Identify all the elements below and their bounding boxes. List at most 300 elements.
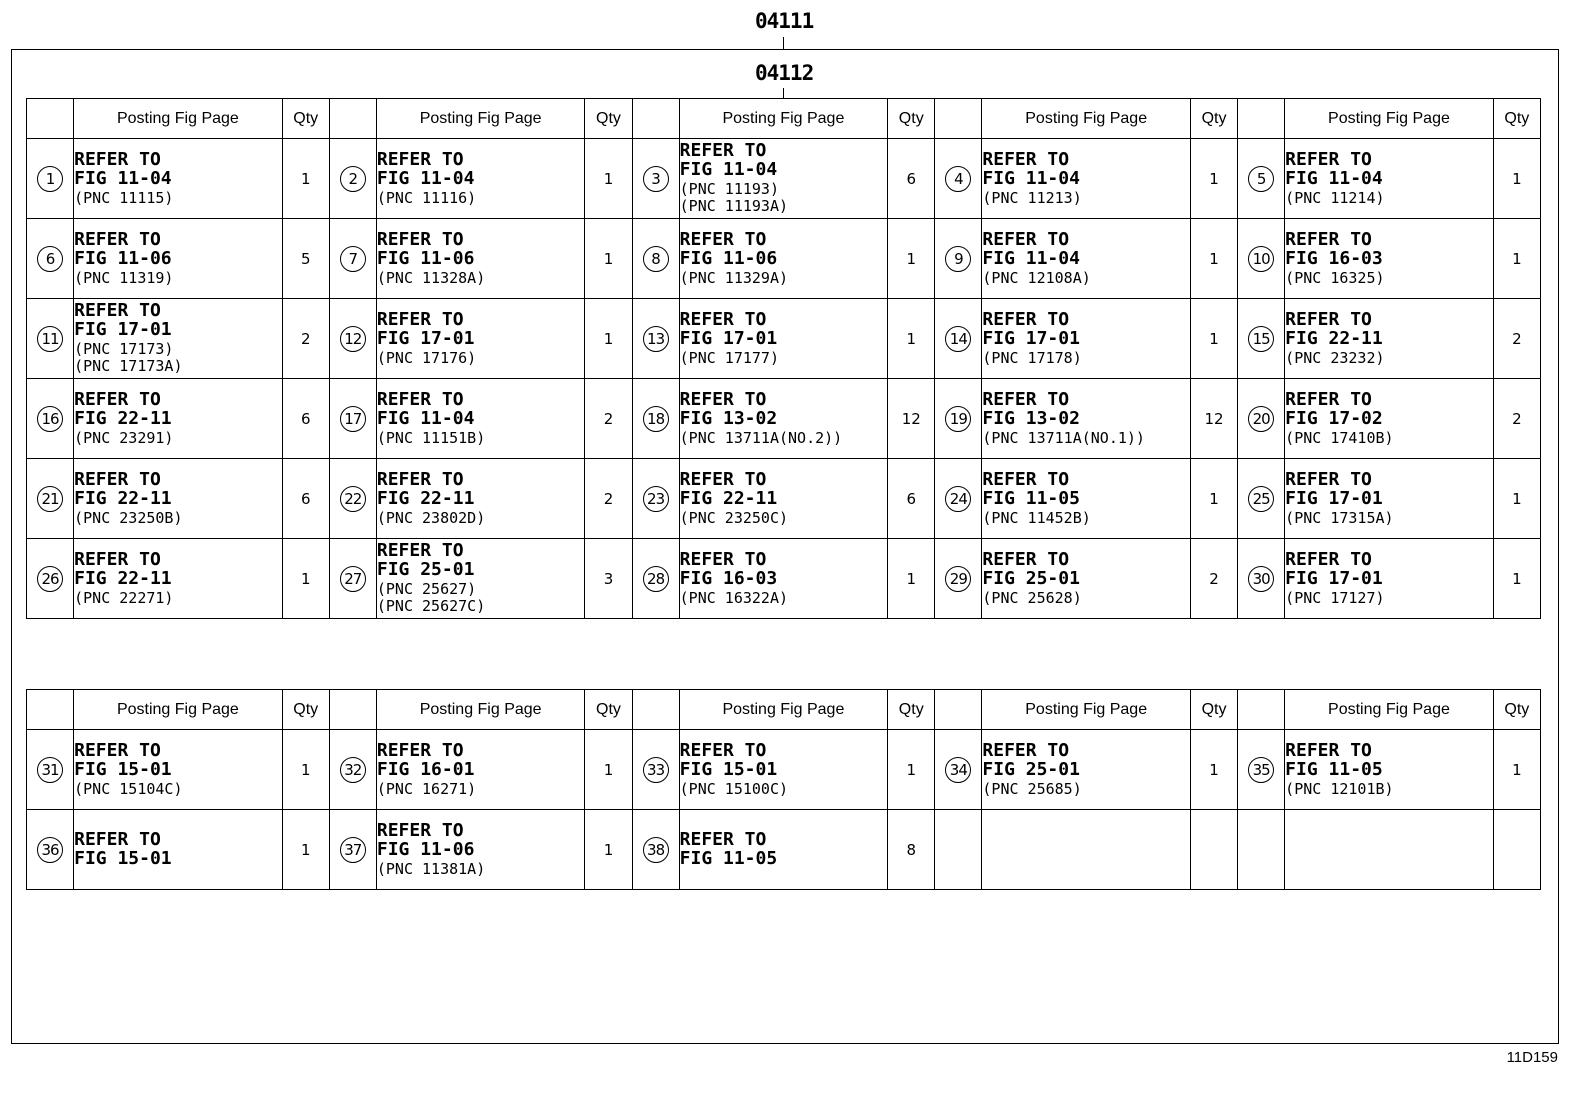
item-number-badge: 10 <box>1248 246 1274 272</box>
header-qty: Qty <box>585 99 632 139</box>
item-qty-cell: 1 <box>1190 299 1237 379</box>
parts-row <box>27 139 1541 219</box>
item-number-cell <box>632 459 679 539</box>
item-number-cell <box>27 139 74 219</box>
header-index-cell <box>27 99 74 139</box>
item-number-badge: 22 <box>340 486 366 512</box>
fig-reference-link[interactable]: FIG 17-01 <box>376 327 475 349</box>
fig-reference-link[interactable]: FIG 22-11 <box>74 567 172 589</box>
item-number-cell <box>935 219 982 299</box>
item-number-cell <box>329 810 376 890</box>
item-qty-cell: 1 <box>1493 539 1540 619</box>
item-reference-cell <box>982 139 1191 219</box>
item-number-badge: 21 <box>37 486 63 512</box>
item-qty-cell: 1 <box>1190 459 1237 539</box>
item-qty-cell: 6 <box>282 459 329 539</box>
item-number-cell <box>1238 299 1285 379</box>
item-qty-cell: 1 <box>282 539 329 619</box>
pnc-code: (PNC 12101B) <box>1285 779 1394 798</box>
refer-to-text: REFER TO <box>679 739 767 761</box>
fig-reference-link[interactable]: FIG 11-04 <box>74 167 172 189</box>
item-number-badge: 14 <box>945 326 971 352</box>
item-number-badge: 33 <box>643 757 669 783</box>
item-qty-cell: 1 <box>1493 459 1540 539</box>
header-index-cell <box>1238 690 1285 730</box>
top-leader-line <box>783 37 784 49</box>
header-qty: Qty <box>1493 690 1540 730</box>
pnc-code: (PNC 17178) <box>982 348 1082 367</box>
item-reference-cell <box>679 299 888 379</box>
fig-reference-link[interactable]: FIG 11-06 <box>376 838 475 860</box>
item-reference-cell <box>1285 730 1494 810</box>
item-qty-cell: 1 <box>1493 219 1540 299</box>
refer-to-text: REFER TO <box>376 228 464 250</box>
refer-to-text: REFER TO <box>376 539 464 561</box>
pnc-code: (PNC 23250B) <box>74 508 183 527</box>
fig-reference-link[interactable]: FIG 17-01 <box>679 327 778 349</box>
item-number-badge: 1 <box>37 166 63 192</box>
fig-reference-link[interactable]: FIG 13-02 <box>982 407 1080 429</box>
item-number-cell <box>632 379 679 459</box>
item-reference-cell <box>74 810 283 890</box>
fig-reference-link[interactable]: FIG 11-06 <box>74 247 172 269</box>
item-qty-cell: 2 <box>585 379 632 459</box>
fig-reference-link[interactable]: FIG 25-01 <box>376 558 475 580</box>
refer-to-text: REFER TO <box>1285 228 1372 250</box>
fig-reference-link[interactable]: FIG 11-05 <box>982 487 1080 509</box>
item-reference-cell <box>982 459 1191 539</box>
fig-reference-link[interactable]: FIG 11-06 <box>376 247 475 269</box>
fig-reference-link[interactable]: FIG 11-04 <box>376 167 475 189</box>
item-reference-cell <box>1285 379 1494 459</box>
fig-reference-link[interactable]: FIG 11-06 <box>679 247 778 269</box>
item-number-badge: 11 <box>37 326 63 352</box>
header-index-cell <box>632 99 679 139</box>
pnc-code: (PNC 17177) <box>679 348 779 367</box>
item-reference-cell <box>679 219 888 299</box>
item-number-cell <box>935 539 982 619</box>
item-reference-cell <box>1285 219 1494 299</box>
refer-to-text: REFER TO <box>74 228 161 250</box>
pnc-code: (PNC 11329A) <box>679 268 789 287</box>
header-index-cell <box>935 690 982 730</box>
pnc-code: (PNC 23232) <box>1285 348 1385 367</box>
item-number-badge: 31 <box>37 757 63 783</box>
pnc-code: (PNC 11328A) <box>376 268 486 287</box>
item-qty-cell: 1 <box>888 299 935 379</box>
empty-cell <box>1285 810 1494 890</box>
refer-to-text: REFER TO <box>1285 388 1372 410</box>
header-posting-fig-page: Posting Fig Page <box>74 690 283 730</box>
item-number-badge: 13 <box>643 326 669 352</box>
parts-table-2 <box>26 689 1541 890</box>
item-reference-cell <box>1285 539 1494 619</box>
item-number-cell <box>329 459 376 539</box>
fig-reference-link[interactable]: FIG 15-01 <box>74 847 172 869</box>
item-qty-cell: 1 <box>585 810 632 890</box>
parts-row <box>27 810 1541 890</box>
item-reference-cell <box>982 379 1191 459</box>
empty-cell <box>935 810 982 890</box>
refer-to-text: REFER TO <box>982 548 1070 570</box>
fig-reference-link[interactable]: FIG 17-02 <box>1285 407 1383 429</box>
refer-to-text: REFER TO <box>679 308 767 330</box>
item-number-cell <box>329 730 376 810</box>
pnc-code: (PNC 11214) <box>1285 188 1385 207</box>
item-qty-cell: 1 <box>1493 730 1540 810</box>
fig-reference-link[interactable]: FIG 15-01 <box>74 758 172 780</box>
pnc-code: (PNC 13711A(NO.1)) <box>982 428 1145 447</box>
fig-reference-link[interactable]: FIG 22-11 <box>74 407 172 429</box>
fig-reference-link[interactable]: FIG 11-04 <box>1285 167 1383 189</box>
header-index-cell <box>935 99 982 139</box>
header-posting-fig-page: Posting Fig Page <box>982 690 1191 730</box>
item-reference-cell <box>74 539 283 619</box>
item-reference-cell <box>376 730 585 810</box>
fig-reference-link[interactable]: FIG 17-01 <box>1285 487 1383 509</box>
item-number-badge: 4 <box>945 166 971 192</box>
header-posting-fig-page: Posting Fig Page <box>982 99 1191 139</box>
fig-reference-link[interactable]: FIG 25-01 <box>982 567 1080 589</box>
pnc-code: (PNC 11116) <box>376 188 477 207</box>
item-qty-cell: 2 <box>282 299 329 379</box>
item-number-badge: 32 <box>340 757 366 783</box>
refer-to-text: REFER TO <box>1285 308 1372 330</box>
fig-reference-link[interactable]: FIG 11-04 <box>679 158 778 180</box>
item-qty-cell: 2 <box>1493 379 1540 459</box>
item-reference-cell <box>679 730 888 810</box>
item-number-badge: 18 <box>643 406 669 432</box>
refer-to-text: REFER TO <box>376 739 464 761</box>
item-number-cell <box>27 219 74 299</box>
refer-to-text: REFER TO <box>376 468 464 490</box>
item-number-badge: 16 <box>37 406 63 432</box>
item-reference-cell <box>74 299 283 379</box>
refer-to-text: REFER TO <box>74 388 161 410</box>
item-reference-cell <box>982 539 1191 619</box>
item-qty-cell: 2 <box>585 459 632 539</box>
parts-table-1 <box>26 98 1541 619</box>
fig-reference-link[interactable]: FIG 15-01 <box>679 758 778 780</box>
item-number-badge: 30 <box>1248 566 1274 592</box>
empty-cell <box>1190 810 1237 890</box>
item-reference-cell <box>74 219 283 299</box>
fig-reference-link[interactable]: FIG 11-04 <box>982 167 1080 189</box>
pnc-code: (PNC 11213) <box>982 188 1082 207</box>
item-reference-cell <box>376 539 585 619</box>
item-number-badge: 15 <box>1248 326 1274 352</box>
pnc-code: (PNC 17410B) <box>1285 428 1394 447</box>
item-number-badge: 8 <box>643 246 669 272</box>
refer-to-text: REFER TO <box>982 739 1070 761</box>
item-qty-cell: 6 <box>888 459 935 539</box>
item-qty-cell: 1 <box>888 539 935 619</box>
item-qty-cell: 2 <box>1493 299 1540 379</box>
item-number-cell <box>935 299 982 379</box>
item-qty-cell: 1 <box>585 730 632 810</box>
item-qty-cell: 1 <box>585 219 632 299</box>
fig-reference-link[interactable]: FIG 11-05 <box>1285 758 1383 780</box>
refer-to-text: REFER TO <box>376 308 464 330</box>
refer-to-text: REFER TO <box>74 548 161 570</box>
refer-to-text: REFER TO <box>679 468 767 490</box>
refer-to-text: REFER TO <box>1285 548 1372 570</box>
item-reference-cell <box>1285 139 1494 219</box>
item-reference-cell <box>74 730 283 810</box>
pnc-code: (PNC 25627) <box>376 579 477 598</box>
refer-to-text: REFER TO <box>679 228 767 250</box>
item-number-cell <box>1238 139 1285 219</box>
header-qty: Qty <box>888 99 935 139</box>
sub-assembly-code: 04112 <box>755 61 814 85</box>
pnc-code: (PNC 25627C) <box>376 597 486 616</box>
refer-to-text: REFER TO <box>1285 148 1372 170</box>
header-qty: Qty <box>585 690 632 730</box>
item-number-badge: 25 <box>1248 486 1274 512</box>
header-row <box>27 690 1541 730</box>
pnc-code: (PNC 15100C) <box>679 779 789 798</box>
item-number-cell <box>935 139 982 219</box>
pnc-code: (PNC 17315A) <box>1285 508 1394 527</box>
item-number-cell <box>935 459 982 539</box>
item-number-cell <box>27 299 74 379</box>
item-number-badge: 28 <box>643 566 669 592</box>
item-reference-cell <box>982 299 1191 379</box>
pnc-code: (PNC 17127) <box>1285 588 1385 607</box>
fig-reference-link[interactable]: FIG 16-01 <box>376 758 475 780</box>
top-assembly-code: 04111 <box>755 9 814 33</box>
item-number-badge: 5 <box>1248 166 1274 192</box>
pnc-code: (PNC 11193A) <box>679 197 789 216</box>
header-posting-fig-page: Posting Fig Page <box>376 690 585 730</box>
item-reference-cell <box>679 379 888 459</box>
refer-to-text: REFER TO <box>982 228 1070 250</box>
item-qty-cell: 1 <box>282 810 329 890</box>
parts-row <box>27 459 1541 539</box>
item-number-cell <box>329 379 376 459</box>
item-reference-cell <box>1285 299 1494 379</box>
fig-reference-link[interactable]: FIG 22-11 <box>1285 327 1383 349</box>
item-reference-cell <box>679 139 888 219</box>
refer-to-text: REFER TO <box>1285 468 1372 490</box>
item-number-cell <box>1238 459 1285 539</box>
item-reference-cell <box>376 810 585 890</box>
item-number-badge: 23 <box>643 486 669 512</box>
illustration-reference-code: 11D159 <box>1506 1049 1558 1066</box>
fig-reference-link[interactable]: FIG 11-05 <box>679 847 778 869</box>
item-number-badge: 12 <box>340 326 366 352</box>
item-number-badge: 38 <box>643 837 669 863</box>
refer-to-text: REFER TO <box>74 739 161 761</box>
fig-reference-link[interactable]: FIG 17-01 <box>982 327 1080 349</box>
item-number-cell <box>1238 730 1285 810</box>
pnc-code: (PNC 11452B) <box>982 508 1091 527</box>
parts-row <box>27 219 1541 299</box>
refer-to-text: REFER TO <box>982 468 1070 490</box>
header-index-cell <box>632 690 679 730</box>
item-number-badge: 17 <box>340 406 366 432</box>
parts-row <box>27 379 1541 459</box>
pnc-code: (PNC 11151B) <box>376 428 486 447</box>
item-qty-cell: 1 <box>888 219 935 299</box>
parts-row <box>27 539 1541 619</box>
refer-to-text: REFER TO <box>679 828 767 850</box>
item-number-cell <box>632 219 679 299</box>
header-posting-fig-page: Posting Fig Page <box>679 690 888 730</box>
fig-reference-link[interactable]: FIG 17-01 <box>1285 567 1383 589</box>
refer-to-text: REFER TO <box>74 299 161 321</box>
item-qty-cell: 1 <box>585 139 632 219</box>
fig-reference-link[interactable]: FIG 22-11 <box>74 487 172 509</box>
empty-cell <box>982 810 1191 890</box>
refer-to-text: REFER TO <box>982 388 1070 410</box>
fig-reference-link[interactable]: FIG 22-11 <box>376 487 475 509</box>
pnc-code: (PNC 17173) <box>74 339 174 358</box>
parts-row <box>27 299 1541 379</box>
item-qty-cell: 5 <box>282 219 329 299</box>
fig-reference-link[interactable]: FIG 13-02 <box>679 407 778 429</box>
item-reference-cell <box>74 139 283 219</box>
pnc-code: (PNC 11193) <box>679 179 779 198</box>
refer-to-text: REFER TO <box>1285 739 1372 761</box>
pnc-code: (PNC 22271) <box>74 588 174 607</box>
item-reference-cell <box>1285 459 1494 539</box>
item-number-badge: 6 <box>37 246 63 272</box>
header-posting-fig-page: Posting Fig Page <box>1285 99 1494 139</box>
item-number-cell <box>632 299 679 379</box>
item-number-badge: 19 <box>945 406 971 432</box>
item-number-cell <box>632 539 679 619</box>
item-number-badge: 9 <box>945 246 971 272</box>
empty-cell <box>1238 810 1285 890</box>
item-reference-cell <box>376 299 585 379</box>
header-qty: Qty <box>1190 99 1237 139</box>
item-number-cell <box>632 730 679 810</box>
header-row <box>27 99 1541 139</box>
item-qty-cell: 1 <box>1190 730 1237 810</box>
item-number-badge: 34 <box>945 757 971 783</box>
header-qty: Qty <box>282 690 329 730</box>
pnc-code: (PNC 23250C) <box>679 508 789 527</box>
item-reference-cell <box>74 459 283 539</box>
fig-reference-link[interactable]: FIG 25-01 <box>982 758 1080 780</box>
item-number-badge: 29 <box>945 566 971 592</box>
fig-reference-link[interactable]: FIG 16-03 <box>1285 247 1383 269</box>
item-qty-cell: 8 <box>888 810 935 890</box>
header-posting-fig-page: Posting Fig Page <box>376 99 585 139</box>
pnc-code: (PNC 23291) <box>74 428 174 447</box>
item-reference-cell <box>376 219 585 299</box>
header-index-cell <box>329 690 376 730</box>
fig-reference-link[interactable]: FIG 16-03 <box>679 567 778 589</box>
refer-to-text: REFER TO <box>376 388 464 410</box>
header-posting-fig-page: Posting Fig Page <box>1285 690 1494 730</box>
item-number-cell <box>329 299 376 379</box>
item-number-badge: 27 <box>340 566 366 592</box>
fig-reference-link[interactable]: FIG 11-04 <box>376 407 475 429</box>
item-qty-cell: 3 <box>585 539 632 619</box>
item-qty-cell: 1 <box>282 730 329 810</box>
item-number-badge: 24 <box>945 486 971 512</box>
pnc-code: (PNC 16271) <box>376 779 477 798</box>
item-number-cell <box>329 219 376 299</box>
pnc-code: (PNC 11115) <box>74 188 174 207</box>
item-number-badge: 7 <box>340 246 366 272</box>
item-number-badge: 37 <box>340 837 366 863</box>
item-number-cell <box>935 730 982 810</box>
item-number-cell <box>27 539 74 619</box>
pnc-code: (PNC 23802D) <box>376 508 486 527</box>
item-reference-cell <box>679 810 888 890</box>
item-number-cell <box>1238 379 1285 459</box>
pnc-code: (PNC 25685) <box>982 779 1082 798</box>
item-number-badge: 20 <box>1248 406 1274 432</box>
item-reference-cell <box>982 730 1191 810</box>
item-qty-cell: 1 <box>1190 139 1237 219</box>
header-qty: Qty <box>888 690 935 730</box>
refer-to-text: REFER TO <box>376 148 464 170</box>
item-number-cell <box>27 459 74 539</box>
item-number-cell <box>27 730 74 810</box>
item-number-cell <box>632 810 679 890</box>
pnc-code: (PNC 17176) <box>376 348 477 367</box>
item-qty-cell: 12 <box>1190 379 1237 459</box>
refer-to-text: REFER TO <box>679 388 767 410</box>
item-reference-cell <box>679 539 888 619</box>
item-number-cell <box>935 379 982 459</box>
item-number-cell <box>27 810 74 890</box>
item-number-cell <box>1238 539 1285 619</box>
fig-reference-link[interactable]: FIG 17-01 <box>74 318 172 340</box>
parts-row <box>27 730 1541 810</box>
item-number-cell <box>632 139 679 219</box>
pnc-code: (PNC 12108A) <box>982 268 1091 287</box>
item-qty-cell: 1 <box>585 299 632 379</box>
pnc-code: (PNC 13711A(NO.2)) <box>679 428 843 447</box>
item-reference-cell <box>679 459 888 539</box>
header-index-cell <box>1238 99 1285 139</box>
item-reference-cell <box>376 139 585 219</box>
refer-to-text: REFER TO <box>679 548 767 570</box>
item-reference-cell <box>376 379 585 459</box>
header-index-cell <box>27 690 74 730</box>
item-number-cell <box>329 539 376 619</box>
refer-to-text: REFER TO <box>376 819 464 841</box>
refer-to-text: REFER TO <box>679 139 767 161</box>
item-number-cell <box>329 139 376 219</box>
item-qty-cell: 12 <box>888 379 935 459</box>
item-number-badge: 35 <box>1248 757 1274 783</box>
header-qty: Qty <box>1190 690 1237 730</box>
item-number-cell <box>27 379 74 459</box>
refer-to-text: REFER TO <box>74 148 161 170</box>
fig-reference-link[interactable]: FIG 11-04 <box>982 247 1080 269</box>
pnc-code: (PNC 16325) <box>1285 268 1385 287</box>
header-posting-fig-page: Posting Fig Page <box>74 99 283 139</box>
item-reference-cell <box>376 459 585 539</box>
item-number-cell <box>1238 219 1285 299</box>
item-number-badge: 2 <box>340 166 366 192</box>
empty-cell <box>1493 810 1540 890</box>
refer-to-text: REFER TO <box>982 308 1070 330</box>
item-qty-cell: 1 <box>282 139 329 219</box>
pnc-code: (PNC 25628) <box>982 588 1082 607</box>
item-number-badge: 3 <box>643 166 669 192</box>
item-qty-cell: 1 <box>888 730 935 810</box>
pnc-code: (PNC 11319) <box>74 268 174 287</box>
fig-reference-link[interactable]: FIG 22-11 <box>679 487 778 509</box>
refer-to-text: REFER TO <box>74 828 161 850</box>
